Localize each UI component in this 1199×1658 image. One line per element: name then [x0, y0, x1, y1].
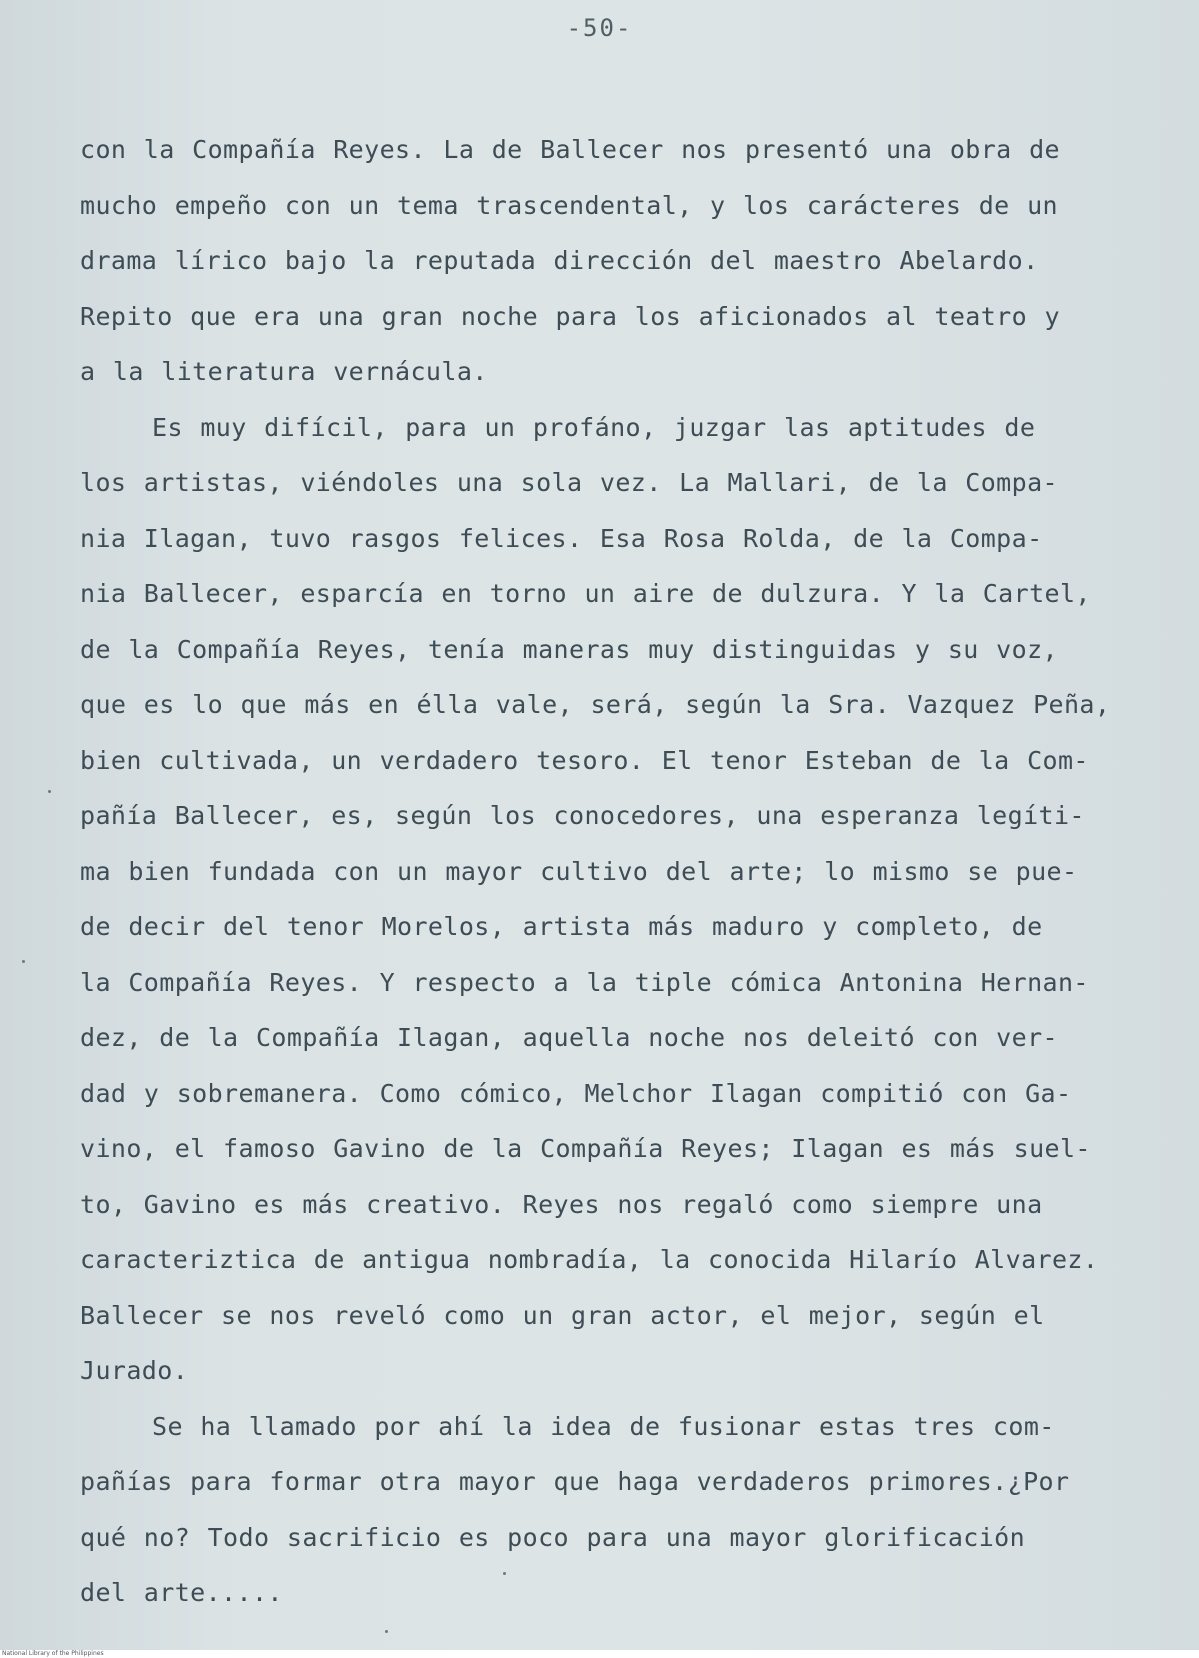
paragraph [80, 1399, 1130, 1621]
footer-credit: National Library of the Philippines [0, 1650, 1199, 1658]
scan-speck [22, 960, 25, 963]
text-line: qué no? Todo sacrificio es poco para una mayor glorificación [80, 1522, 1026, 1552]
text-line: caracteriztica de antigua nombradía, la conocida Hilarío Alvarez. [80, 1245, 1099, 1274]
page-number: -50- [566, 14, 633, 42]
text-line: mucho empeño con un tema trascendental, y los carácteres de un [80, 190, 1058, 220]
text-line: con la Compañía Reyes. La de Ballecer nos presentó una obra de [80, 135, 1060, 164]
text-line: Es muy difícil, para un profáno, juzgar las aptitudes de [152, 412, 1036, 442]
text-line: vino, el famoso Gavino de la Compañía Reyes; Ilagan es más suel- [80, 1134, 1091, 1163]
text-line: Jurado. [80, 1356, 189, 1385]
text-line: de decir del tenor Morelos, artista más maduro y completo, de [80, 912, 1043, 941]
text-line: Ballecer se nos reveló como un gran actor, el mejor, según el [80, 1300, 1045, 1330]
text-line: ma bien fundada con un mayor cultivo del arte; lo mismo se pue- [80, 856, 1078, 886]
scan-speck [503, 1572, 506, 1575]
paragraph [80, 400, 1130, 1399]
text-line: to, Gavino es más creativo. Reyes nos regaló como siempre una [80, 1189, 1043, 1219]
scan-speck [385, 1630, 388, 1633]
text-line: drama lírico bajo la reputada dirección del maestro Abelardo. [80, 246, 1039, 275]
text-line: bien cultivada, un verdadero tesoro. El tenor Esteban de la Com- [80, 745, 1089, 775]
scan-speck [48, 790, 51, 793]
text-line: la Compañía Reyes. Y respecto a la tiple cómica Antonina Hernan- [80, 967, 1089, 997]
text-line: nia Ballecer, esparcía en torno un aire de dulzura. Y la Cartel, [80, 579, 1091, 608]
text-line: que es lo que más en élla vale, será, según la Sra. Vazquez Peña, [80, 690, 1111, 719]
text-line: dad y sobremanera. Como cómico, Melchor Ilagan compitió con Ga- [80, 1078, 1072, 1108]
text-line: a la literatura vernácula. [80, 357, 488, 386]
text-line: Se ha llamado por ahí la idea de fusionar estas tres com- [152, 1411, 1055, 1441]
text-line: nia Ilagan, tuvo rasgos felices. Esa Rosa Rolda, de la Compa- [80, 523, 1043, 553]
text-line: de la Compañía Reyes, tenía maneras muy distinguidas y su voz, [80, 634, 1058, 664]
text-line: pañías para formar otra mayor que haga verdaderos primores.¿Por [80, 1467, 1070, 1496]
text-line: Repito que era una gran noche para los aficionados al teatro y [80, 301, 1060, 331]
text-line: del arte..... [80, 1578, 283, 1607]
typed-body-text [80, 122, 1130, 1621]
text-line: pañía Ballecer, es, según los conocedores, una esperanza legíti- [80, 801, 1085, 830]
paragraph [80, 122, 1130, 400]
text-line: los artistas, viéndoles una sola vez. La Mallari, de la Compa- [80, 468, 1058, 497]
text-line: dez, de la Compañía Ilagan, aquella noche nos deleitó con ver- [80, 1023, 1058, 1052]
